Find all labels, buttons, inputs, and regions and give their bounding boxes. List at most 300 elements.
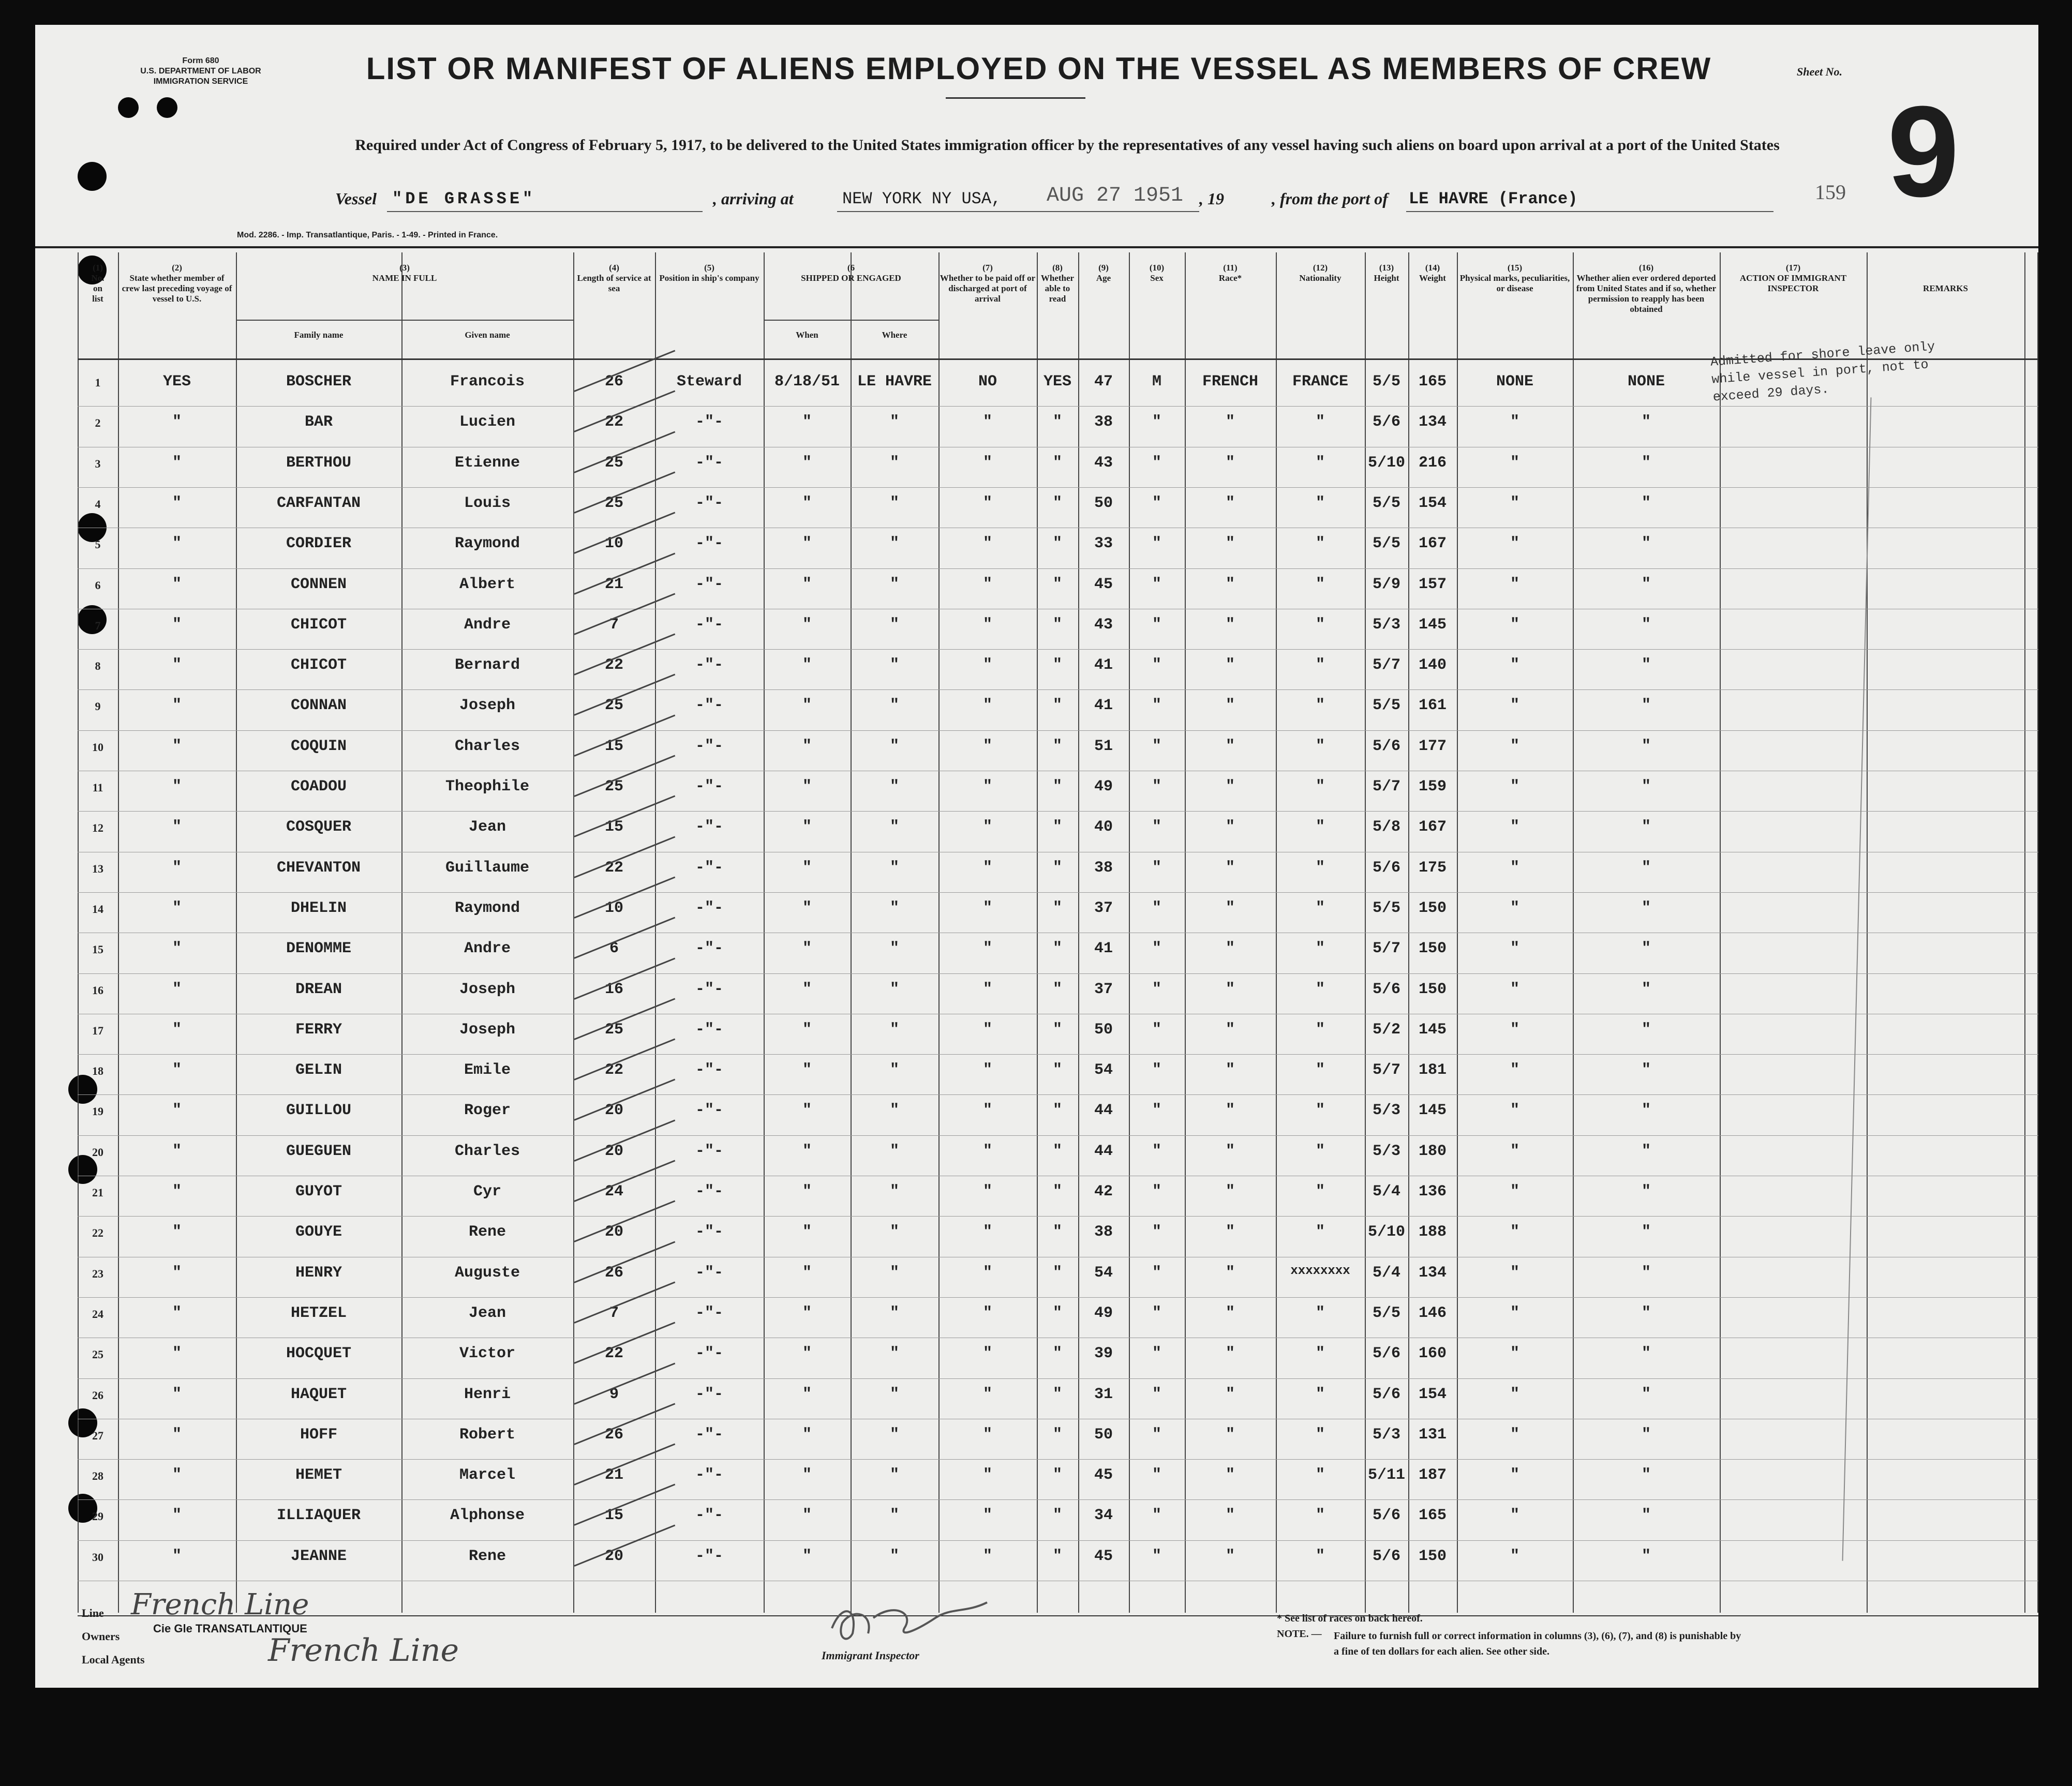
cell-height: 5/6 — [1372, 980, 1400, 998]
cell-deported: " — [1641, 494, 1651, 512]
cell-read: " — [1052, 616, 1062, 634]
cell-no: 9 — [95, 700, 101, 713]
arriving-label: , arriving at — [713, 189, 794, 208]
cell-paid: " — [982, 1223, 992, 1241]
cell-service: 6 — [609, 940, 619, 958]
cell-marks: " — [1510, 1385, 1519, 1403]
cell-where: " — [889, 1102, 899, 1120]
cell-given: Alphonse — [450, 1507, 525, 1525]
cell-deported: " — [1641, 1183, 1651, 1200]
cell-marks: " — [1510, 1547, 1519, 1565]
cell-weight: 136 — [1418, 1183, 1447, 1200]
cell-paid: " — [982, 413, 992, 431]
cell-given: Charles — [454, 737, 520, 755]
cell-race: " — [1225, 1142, 1235, 1160]
arrival-port: NEW YORK NY USA, — [842, 189, 1002, 208]
cell-read: " — [1052, 1142, 1062, 1160]
cell-family: HAQUET — [290, 1385, 347, 1403]
cell-where: " — [889, 656, 899, 674]
cell-given: Joseph — [459, 980, 516, 998]
cell-paid: " — [982, 1466, 992, 1484]
vessel-name: "DE GRASSE" — [392, 189, 536, 208]
cell-position: -"- — [695, 1507, 723, 1525]
cell-marks: " — [1510, 1425, 1519, 1444]
row-rule — [78, 689, 2038, 690]
cell-paid: " — [982, 1385, 992, 1403]
cell-sex: " — [1152, 980, 1161, 998]
shipped-subheader-rule — [764, 320, 938, 321]
cell-height: 5/5 — [1372, 1304, 1400, 1322]
cell-sex: " — [1152, 656, 1161, 674]
cell-given: Andre — [464, 616, 511, 634]
cell-read: " — [1052, 1547, 1062, 1565]
cell-read: " — [1052, 1223, 1062, 1241]
col-header-position: (5) Position in ship's company — [659, 263, 759, 283]
cell-age: 37 — [1094, 980, 1113, 998]
cell-given: Etienne — [454, 454, 520, 472]
cell-marks: " — [1510, 454, 1519, 472]
cell-given: Raymond — [454, 899, 520, 917]
cell-race: " — [1225, 413, 1235, 431]
cell-deported: " — [1641, 1345, 1651, 1363]
cell-service: 20 — [604, 1223, 623, 1241]
cell-family: DREAN — [295, 980, 342, 998]
cell-nat: " — [1315, 1142, 1325, 1160]
cell-when: " — [802, 980, 812, 998]
cell-no: 10 — [92, 740, 103, 754]
cell-prev: " — [172, 859, 182, 877]
cell-read: " — [1052, 899, 1062, 917]
cell-age: 51 — [1094, 737, 1113, 755]
cell-family: COADOU — [290, 778, 347, 796]
cell-race: " — [1225, 616, 1235, 634]
cell-prev: " — [172, 413, 182, 431]
cell-where: " — [889, 1020, 899, 1039]
cell-read: " — [1052, 1466, 1062, 1484]
cell-deported: " — [1641, 535, 1651, 553]
cell-prev: " — [172, 778, 182, 796]
cell-paid: " — [982, 778, 992, 796]
cell-given: Theophile — [445, 778, 530, 796]
cell-race: " — [1225, 1507, 1235, 1525]
cell-race: " — [1225, 1264, 1235, 1282]
cell-height: 5/10 — [1367, 1223, 1405, 1241]
cell-height: 5/6 — [1372, 1345, 1400, 1363]
cell-sex: " — [1152, 575, 1161, 593]
cell-deported: " — [1641, 940, 1651, 958]
cell-race: " — [1225, 940, 1235, 958]
cell-deported: " — [1641, 1385, 1651, 1403]
row-rule — [78, 1094, 2038, 1095]
cell-where: " — [889, 899, 899, 917]
cell-nat: FRANCE — [1292, 373, 1349, 391]
cell-race: " — [1225, 535, 1235, 553]
cell-race: " — [1225, 1183, 1235, 1200]
cell-prev: " — [172, 454, 182, 472]
cell-height: 5/11 — [1367, 1466, 1405, 1484]
cell-service: 15 — [604, 818, 623, 836]
cell-marks: " — [1510, 1223, 1519, 1241]
row-rule — [78, 1054, 2038, 1055]
cell-age: 39 — [1094, 1345, 1113, 1363]
col-header-nationality: (12) Nationality — [1299, 263, 1341, 283]
cell-family: GELIN — [295, 1061, 342, 1079]
cell-prev: YES — [162, 373, 191, 391]
cell-when: " — [802, 616, 812, 634]
cell-sex: " — [1152, 1264, 1161, 1282]
cell-marks: " — [1510, 535, 1519, 553]
punch-hole — [157, 97, 177, 118]
cell-weight: 167 — [1418, 818, 1447, 836]
row-rule — [78, 892, 2038, 893]
cell-age: 45 — [1094, 1547, 1113, 1565]
cell-paid: NO — [978, 373, 997, 391]
cell-position: -"- — [695, 494, 723, 512]
cell-height: 5/3 — [1372, 1102, 1400, 1120]
cell-marks: " — [1510, 940, 1519, 958]
cell-weight: 160 — [1418, 1345, 1447, 1363]
cell-paid: " — [982, 1061, 992, 1079]
cell-race: " — [1225, 1466, 1235, 1484]
cell-family: HENRY — [295, 1264, 342, 1282]
manifest-sheet — [35, 25, 2038, 1688]
cell-age: 33 — [1094, 535, 1113, 553]
row-rule — [78, 1297, 2038, 1298]
cell-position: -"- — [695, 454, 723, 472]
cell-prev: " — [172, 1466, 182, 1484]
cell-position: -"- — [695, 413, 723, 431]
col-header-name: (3) NAME IN FULL — [372, 263, 437, 283]
cell-where: " — [889, 454, 899, 472]
col-header-remarks: REMARKS — [1923, 283, 1968, 293]
cell-paid: " — [982, 697, 992, 715]
cell-when: " — [802, 697, 812, 715]
cell-given: Auguste — [454, 1264, 520, 1282]
col-header-shipped: (6 SHIPPED OR ENGAGED — [801, 263, 901, 283]
cell-marks: " — [1510, 1061, 1519, 1079]
cell-nat: " — [1315, 859, 1325, 877]
agents-label: Local Agents — [82, 1653, 145, 1666]
cell-position: -"- — [695, 1425, 723, 1444]
cell-nat: " — [1315, 413, 1325, 431]
cell-weight: 216 — [1418, 454, 1447, 472]
cell-weight: 146 — [1418, 1304, 1447, 1322]
cell-when: " — [802, 1142, 812, 1160]
cell-family: DENOMME — [286, 940, 352, 958]
cell-marks: " — [1510, 575, 1519, 593]
cell-no: 6 — [95, 578, 101, 592]
cell-where: " — [889, 1547, 899, 1565]
cell-nat: " — [1315, 778, 1325, 796]
cell-no: 5 — [95, 538, 101, 551]
cell-service: 24 — [604, 1183, 623, 1200]
cell-weight: 161 — [1418, 697, 1447, 715]
cell-when: " — [802, 1223, 812, 1241]
crew-table — [78, 252, 2038, 1613]
footer-rule — [78, 1615, 2038, 1616]
cell-read: " — [1052, 697, 1062, 715]
cell-prev: " — [172, 1345, 182, 1363]
cell-service: 7 — [609, 616, 619, 634]
cell-no: 13 — [92, 862, 103, 875]
cell-sex: " — [1152, 1061, 1161, 1079]
cell-when: " — [802, 1345, 812, 1363]
cell-weight: 180 — [1418, 1142, 1447, 1160]
cell-position: -"- — [695, 1183, 723, 1200]
cell-race: " — [1225, 1304, 1235, 1322]
cell-age: 42 — [1094, 1183, 1113, 1200]
cell-weight: 177 — [1418, 737, 1447, 755]
department-name: U.S. DEPARTMENT OF LABOR — [140, 67, 261, 76]
cell-where: " — [889, 859, 899, 877]
cell-prev: " — [172, 940, 182, 958]
cell-service: 15 — [604, 737, 623, 755]
cell-service: 7 — [609, 1304, 619, 1322]
cell-service: 25 — [604, 697, 623, 715]
cell-read: " — [1052, 737, 1062, 755]
cell-marks: " — [1510, 980, 1519, 998]
cell-race: " — [1225, 1020, 1235, 1039]
cell-sex: " — [1152, 1345, 1161, 1363]
year-label: , 19 — [1199, 189, 1224, 208]
cell-paid: " — [982, 535, 992, 553]
cell-nat: " — [1315, 656, 1325, 674]
cell-service: 25 — [604, 778, 623, 796]
arrival-underline — [837, 211, 1199, 212]
cell-race: " — [1225, 1061, 1235, 1079]
cell-service: 26 — [604, 1264, 623, 1282]
col-header-family-name: Family name — [294, 330, 344, 340]
cell-no: 29 — [92, 1510, 103, 1523]
col-header-when: When — [796, 330, 818, 340]
cell-when: " — [802, 818, 812, 836]
cell-position: -"- — [695, 1385, 723, 1403]
cell-where: " — [889, 413, 899, 431]
owners-label: Owners — [82, 1630, 120, 1643]
cell-height: 5/6 — [1372, 859, 1400, 877]
cell-family: JEANNE — [290, 1547, 347, 1565]
cell-nat: xxxxxxxx — [1290, 1264, 1350, 1278]
cell-nat: " — [1315, 575, 1325, 593]
cell-read: " — [1052, 778, 1062, 796]
cell-height: 5/7 — [1372, 940, 1400, 958]
cell-no: 23 — [92, 1267, 103, 1280]
departure-port: LE HAVRE (France) — [1409, 189, 1578, 208]
cell-service: 25 — [604, 1020, 623, 1039]
cell-sex: " — [1152, 413, 1161, 431]
cell-where: " — [889, 1264, 899, 1282]
port-underline — [1406, 211, 1773, 212]
cell-prev: " — [172, 1102, 182, 1120]
cell-service: 22 — [604, 859, 623, 877]
row-rule — [78, 1216, 2038, 1217]
cell-given: Henri — [464, 1385, 511, 1403]
cell-paid: " — [982, 818, 992, 836]
cell-when: " — [802, 1183, 812, 1200]
cell-sex: " — [1152, 1304, 1161, 1322]
cell-paid: " — [982, 1345, 992, 1363]
cell-weight: 145 — [1418, 1020, 1447, 1039]
cell-race: " — [1225, 818, 1235, 836]
cell-when: " — [802, 494, 812, 512]
col-header-paid-off: (7) Whether to be paid off or discharged at port of arrival — [940, 263, 1036, 304]
cell-family: HETZEL — [290, 1304, 347, 1322]
cell-deported: " — [1641, 899, 1651, 917]
cell-read: " — [1052, 1264, 1062, 1282]
row-rule — [78, 649, 2038, 650]
cell-when: " — [802, 1507, 812, 1525]
cell-family: CHICOT — [290, 616, 347, 634]
cell-read: " — [1052, 535, 1062, 553]
cell-prev: " — [172, 1304, 182, 1322]
cell-read: " — [1052, 859, 1062, 877]
cell-prev: " — [172, 980, 182, 998]
cell-when: " — [802, 413, 812, 431]
cell-sex: " — [1152, 818, 1161, 836]
cell-marks: " — [1510, 1507, 1519, 1525]
cell-nat: " — [1315, 1061, 1325, 1079]
cell-given: Joseph — [459, 697, 516, 715]
note-label: NOTE. — — [1277, 1628, 1322, 1640]
cell-paid: " — [982, 1425, 992, 1444]
cell-where: " — [889, 1061, 899, 1079]
cell-given: Victor — [459, 1345, 516, 1363]
cell-paid: " — [982, 1020, 992, 1039]
col-header-height: (13) Height — [1374, 263, 1399, 283]
cell-sex: " — [1152, 1466, 1161, 1484]
cell-weight: 150 — [1418, 940, 1447, 958]
cell-marks: " — [1510, 413, 1519, 431]
cell-no: 18 — [92, 1064, 103, 1078]
vessel-label: Vessel — [335, 189, 377, 208]
cell-position: -"- — [695, 1345, 723, 1363]
cell-no: 4 — [95, 497, 101, 511]
cell-sex: " — [1152, 940, 1161, 958]
cell-height: 5/7 — [1372, 1061, 1400, 1079]
cell-read: " — [1052, 1102, 1062, 1120]
cell-weight: 165 — [1418, 373, 1447, 391]
cell-read: " — [1052, 980, 1062, 998]
cell-deported: " — [1641, 1304, 1651, 1322]
col-header-sex: (10) Sex — [1149, 263, 1165, 283]
cell-given: Raymond — [454, 535, 520, 553]
cell-when: " — [802, 1102, 812, 1120]
cell-service: 20 — [604, 1547, 623, 1565]
cell-where: " — [889, 535, 899, 553]
cell-weight: 167 — [1418, 535, 1447, 553]
cell-prev: " — [172, 1425, 182, 1444]
cell-height: 5/10 — [1367, 454, 1405, 472]
cell-prev: " — [172, 1547, 182, 1565]
cell-sex: M — [1152, 373, 1161, 391]
cell-given: Rene — [468, 1223, 506, 1241]
cell-height: 5/6 — [1372, 1385, 1400, 1403]
cell-where: " — [889, 737, 899, 755]
cell-no: 22 — [92, 1226, 103, 1240]
cell-given: Albert — [459, 575, 516, 593]
cell-given: Robert — [459, 1425, 516, 1444]
cell-height: 5/7 — [1372, 778, 1400, 796]
cell-weight: 140 — [1418, 656, 1447, 674]
cell-service: 10 — [604, 899, 623, 917]
cell-read: " — [1052, 575, 1062, 593]
cell-weight: 165 — [1418, 1507, 1447, 1525]
cell-age: 49 — [1094, 778, 1113, 796]
cell-nat: " — [1315, 494, 1325, 512]
col-header-race: (11) Race* — [1218, 263, 1242, 283]
cell-service: 9 — [609, 1385, 619, 1403]
cell-age: 49 — [1094, 1304, 1113, 1322]
cell-prev: " — [172, 535, 182, 553]
cell-position: -"- — [695, 980, 723, 998]
cell-position: -"- — [695, 778, 723, 796]
cell-nat: " — [1315, 899, 1325, 917]
cell-when: " — [802, 778, 812, 796]
cell-deported: " — [1641, 1547, 1651, 1565]
cell-service: 22 — [604, 1061, 623, 1079]
from-port-label: , from the port of — [1272, 189, 1388, 208]
cell-race: " — [1225, 1223, 1235, 1241]
cell-when: " — [802, 899, 812, 917]
cell-where: " — [889, 1223, 899, 1241]
cell-prev: " — [172, 494, 182, 512]
cell-family: CHEVANTON — [276, 859, 361, 877]
cell-no: 16 — [92, 983, 103, 997]
inspector-remarks-note: Admitted for shore leave only while vessel in port, not to exceed 29 days. — [1710, 339, 1936, 405]
cell-age: 50 — [1094, 1425, 1113, 1444]
document-title: LIST OR MANIFEST OF ALIENS EMPLOYED ON THE VESSEL AS MEMBERS OF CREW — [366, 51, 1712, 86]
cell-prev: " — [172, 1183, 182, 1200]
cell-paid: " — [982, 656, 992, 674]
cell-nat: " — [1315, 1304, 1325, 1322]
cell-nat: " — [1315, 940, 1325, 958]
cell-deported: " — [1641, 737, 1651, 755]
cell-given: Lucien — [459, 413, 516, 431]
cell-where: " — [889, 1385, 899, 1403]
cell-marks: " — [1510, 1020, 1519, 1039]
sheet-number: 9 — [1887, 79, 1960, 223]
cell-when: " — [802, 1425, 812, 1444]
cell-where: " — [889, 494, 899, 512]
cell-where: " — [889, 1304, 899, 1322]
cell-prev: " — [172, 1020, 182, 1039]
cell-deported: " — [1641, 1142, 1651, 1160]
row-rule — [78, 406, 2038, 407]
cell-when: " — [802, 1304, 812, 1322]
cell-deported: " — [1641, 1425, 1651, 1444]
cell-no: 12 — [92, 821, 103, 835]
cell-height: 5/2 — [1372, 1020, 1400, 1039]
cell-paid: " — [982, 1264, 992, 1282]
cell-family: GUILLOU — [286, 1102, 352, 1120]
cell-no: 8 — [95, 659, 101, 673]
cell-age: 37 — [1094, 899, 1113, 917]
cell-when: " — [802, 1547, 812, 1565]
cell-where: " — [889, 980, 899, 998]
cell-paid: " — [982, 737, 992, 755]
cell-given: Francois — [450, 373, 525, 391]
cell-nat: " — [1315, 1345, 1325, 1363]
cell-height: 5/6 — [1372, 1507, 1400, 1525]
cell-paid: " — [982, 616, 992, 634]
owners-value: Cie Gle TRANSATLANTIQUE — [153, 1622, 307, 1635]
cell-deported: " — [1641, 1466, 1651, 1484]
cell-height: 5/3 — [1372, 1425, 1400, 1444]
cell-nat: " — [1315, 1385, 1325, 1403]
cell-height: 5/5 — [1372, 373, 1400, 391]
cell-age: 50 — [1094, 1020, 1113, 1039]
cell-age: 38 — [1094, 1223, 1113, 1241]
